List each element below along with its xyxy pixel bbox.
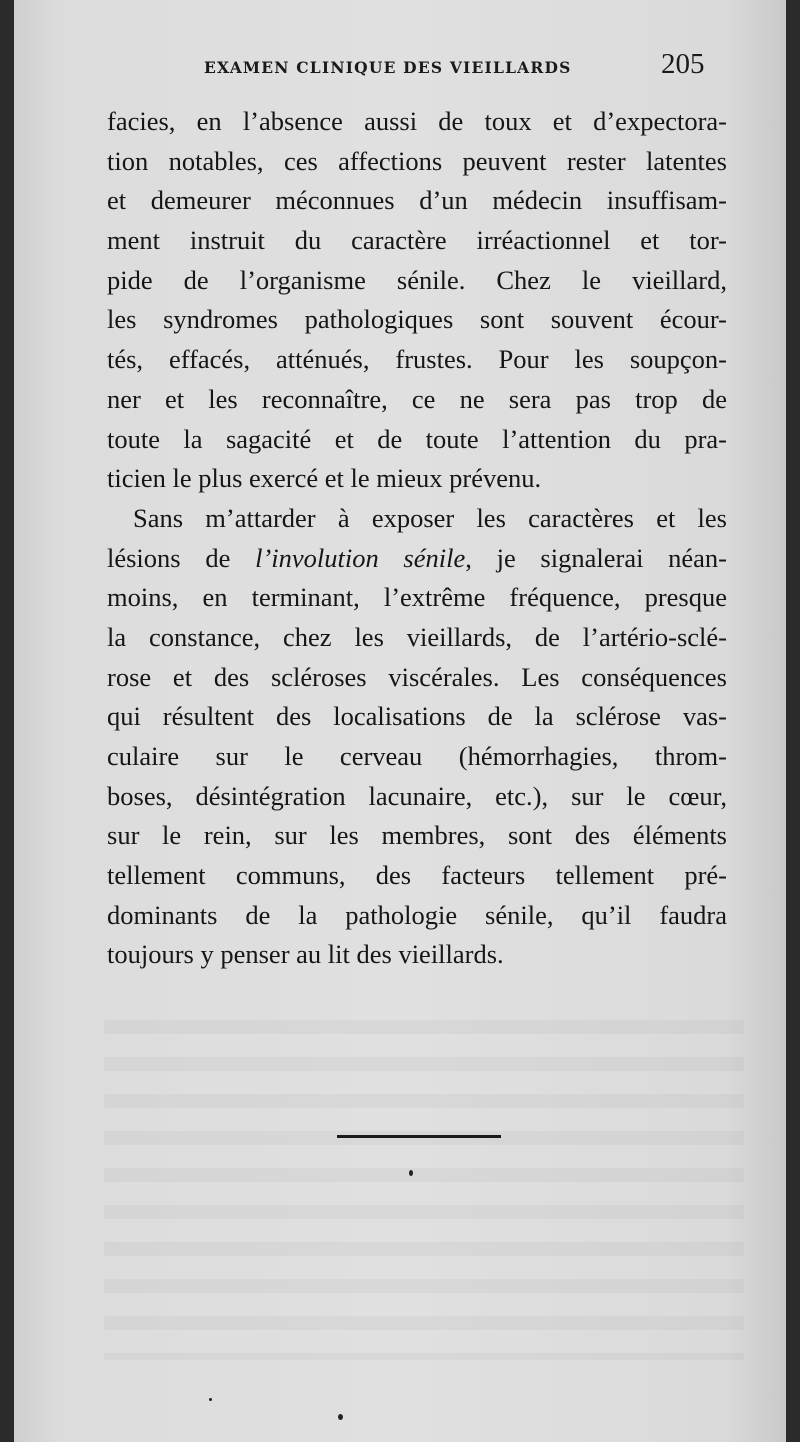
book-page — [14, 0, 786, 1442]
text-line: la constance, chez les vieillards, de l’artério-sclé- — [107, 621, 727, 652]
text-run: lésions de — [107, 542, 256, 573]
page-number: 205 — [661, 48, 705, 80]
text-line: ment instruit du caractère irréactionnel et tor- — [107, 225, 727, 256]
ink-speck — [209, 1398, 212, 1401]
text-line: les syndromes pathologiques sont souvent écour- — [107, 304, 727, 335]
text-line: Sans m’attarder à exposer les caractères et les — [133, 502, 727, 533]
text-run: , je signalerai néan- — [465, 542, 728, 573]
text-line: tion notables, ces affections peuvent rester latentes — [107, 145, 727, 176]
text-line: toujours y penser au lit des vieillards. — [107, 939, 504, 970]
section-end-rule — [337, 1135, 501, 1138]
ink-speck — [338, 1414, 343, 1420]
text-line: facies, en l’absence aussi de toux et d’expectora- — [107, 106, 727, 136]
text-line: tellement communs, des facteurs tellement pré- — [107, 860, 727, 891]
running-head-title: EXAMEN CLINIQUE DES VIEILLARDS — [204, 58, 572, 77]
body-text — [107, 102, 727, 975]
text-line: et demeurer méconnues d’un médecin insuffisam- — [107, 185, 727, 216]
text-line: sur le rein, sur les membres, sont des éléments — [107, 820, 727, 851]
running-head — [14, 46, 786, 86]
text-line: pide de l’organisme sénile. Chez le vieillard, — [107, 264, 727, 295]
text-line: ner et les reconnaître, ce ne sera pas trop de — [107, 383, 727, 414]
text-line: moins, en terminant, l’extrême fréquence, presque — [107, 582, 727, 613]
text-line-mixed — [107, 539, 727, 579]
text-line: toute la sagacité et de toute l’attention du pra- — [107, 423, 727, 454]
text-line: qui résultent des localisations de la sclérose vas- — [107, 701, 727, 732]
text-line: tés, effacés, atténués, frustes. Pour les soupçon- — [107, 344, 727, 375]
text-line: rose et des scléroses viscérales. Les conséquences — [107, 661, 727, 692]
italic-term: l’involution sénile — [255, 542, 466, 573]
text-line: ticien le plus exercé et le mieux prévenu. — [107, 463, 542, 494]
text-line: dominants de la pathologie sénile, qu’il faudra — [107, 899, 727, 930]
ink-speck — [409, 1170, 413, 1176]
text-line: boses, désintégration lacunaire, etc.), sur le cœur, — [107, 780, 727, 811]
text-line: culaire sur le cerveau (hémorrhagies, throm- — [107, 741, 727, 771]
